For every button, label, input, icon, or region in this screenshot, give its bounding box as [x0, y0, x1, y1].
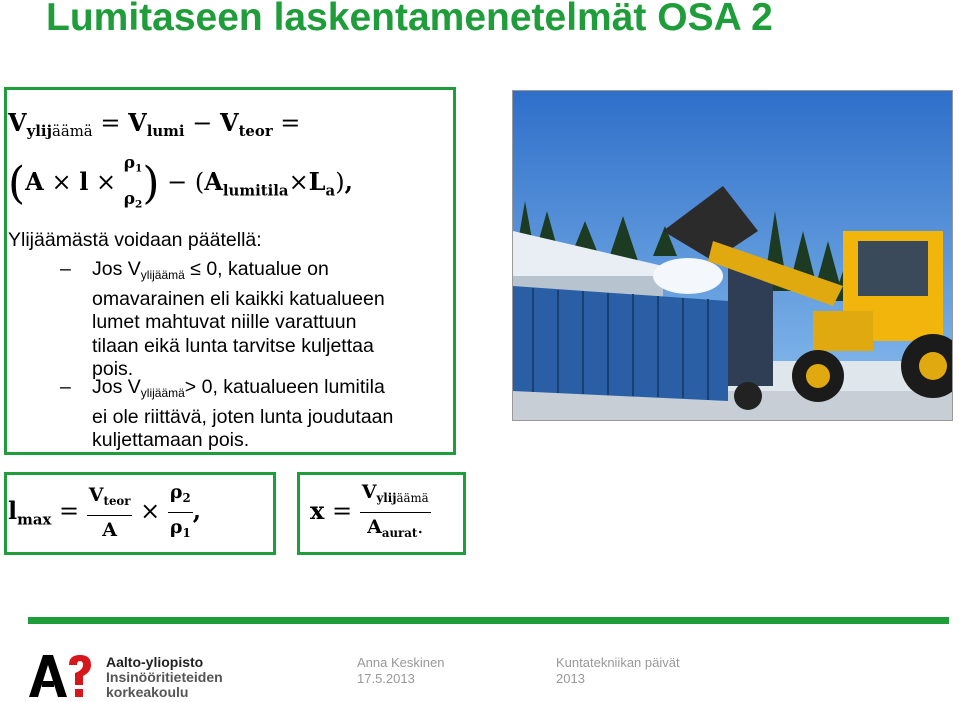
lmax-formula: $l_{max}$ = $\frac{V_{teor}}{A}$ × $\frac{\rho_2}{\rho_1}$ ,: [8, 478, 201, 547]
formula-line-1: $V_{ylijäämä} = V_{lumi} - V_{teor}$ =: [8, 108, 301, 141]
formula-line-2: (A × l × $\rho_1$ $\rho_2$ ) − $(A_{lumitila}\times L_a)$,: [8, 153, 353, 211]
bullet-2-dash: –: [60, 376, 71, 398]
snow-loading-photo: [512, 90, 953, 421]
bullet-2: Jos $V_{ylijäämä}> 0$, katualueen lumitila ei ole riittävä, joten lunta joudutaan kuljettamaan pois.: [92, 376, 394, 451]
org-school-line1: Insinööritieteiden: [106, 669, 223, 685]
bullet-1: Jos $V_{ylijäämä} \le 0$, katualue on omavarainen eli kaikki katualueen lumet mahtuvat niille varattuun tilaan eikä lunta tarvitse kuljettaa pois.: [92, 258, 385, 380]
aalto-logo: [29, 655, 93, 702]
author-name: Anna Keskinen: [357, 655, 445, 670]
event-name: Kuntatekniikan päivät: [556, 655, 680, 670]
presentation-date: 17.5.2013: [357, 671, 415, 686]
bullet-1-dash: –: [60, 258, 71, 280]
event-year: 2013: [556, 671, 585, 686]
slide-title: Lumitaseen laskentamenetelmät OSA 2: [46, 0, 773, 39]
intro-text: Ylijäämästä voidaan päätellä:: [8, 229, 262, 251]
x-formula: x = $\frac{V_{ylijäämä}}{A_{aurat}.}$: [310, 478, 431, 547]
org-name: Aalto-yliopisto: [106, 654, 204, 670]
org-school-line2: korkeakoulu: [106, 684, 189, 700]
footer-divider: [28, 617, 949, 624]
